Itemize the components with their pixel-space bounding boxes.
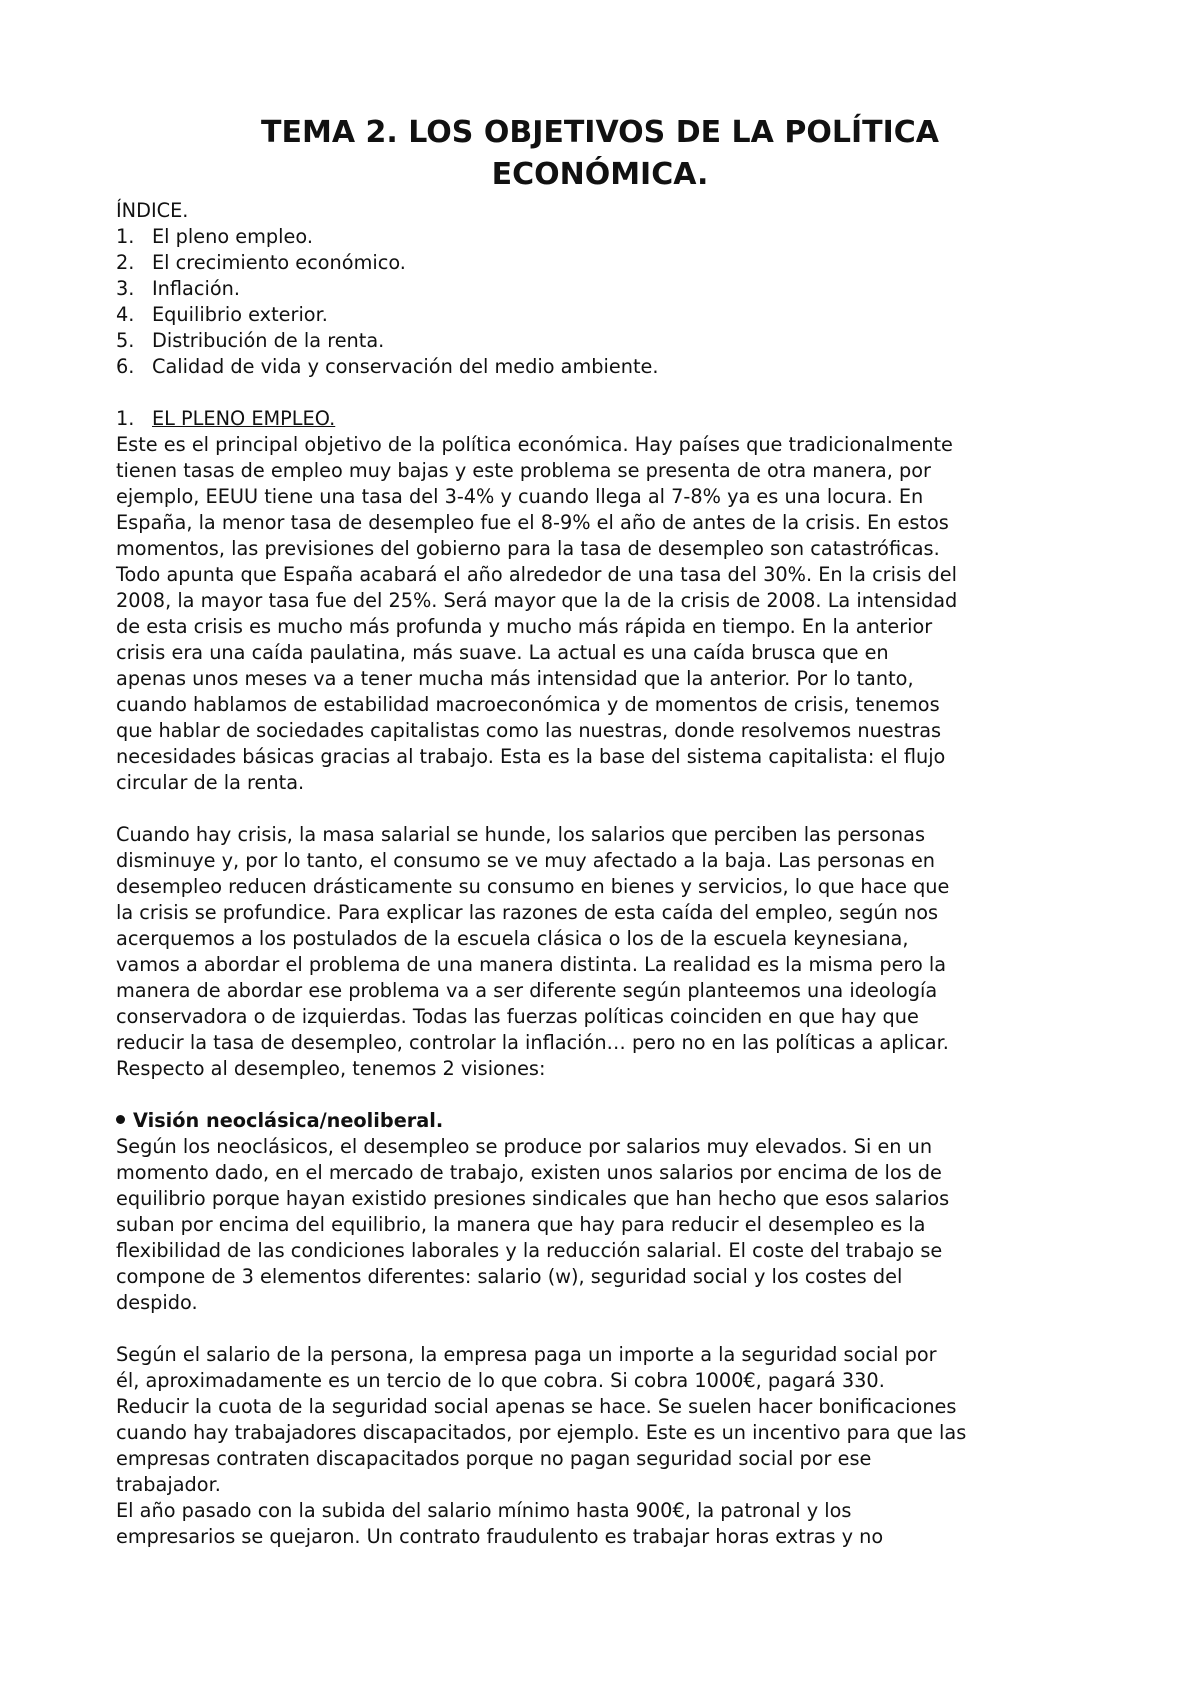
index-item xyxy=(116,276,1096,302)
paragraph-vision-2 xyxy=(116,1342,1096,1550)
index-item xyxy=(116,250,1096,276)
section-heading-pleno-empleo xyxy=(116,406,1096,432)
index-item-number: 2. xyxy=(116,251,135,274)
paragraph-pleno-empleo-1 xyxy=(116,432,1096,796)
paragraph-line: que hablar de sociedades capitalistas como las nuestras, donde resolvemos nuestras xyxy=(116,719,942,742)
paragraph-line: trabajador. xyxy=(116,1473,221,1496)
paragraph-line: circular de la renta. xyxy=(116,771,305,794)
document-title xyxy=(150,112,1050,196)
paragraph-line: ejemplo, EEUU tiene una tasa del 3-4% y cuando llega al 7-8% ya es una locura. En xyxy=(116,485,924,508)
paragraph-line: Todo apunta que España acabará el año alrededor de una tasa del 30%. En la crisis del xyxy=(116,563,957,586)
vision-heading-label: Visión neoclásica/neoliberal. xyxy=(133,1109,444,1132)
index-item-text: Calidad de vida y conservación del medio ambiente. xyxy=(152,355,659,378)
paragraph-line: empresas contraten discapacitados porque no pagan seguridad social por ese xyxy=(116,1447,872,1470)
paragraph-vision-1 xyxy=(116,1134,1096,1316)
paragraph-pleno-empleo-2 xyxy=(116,822,1096,1082)
index-item-text: El pleno empleo. xyxy=(152,225,313,248)
paragraph-line: El año pasado con la subida del salario mínimo hasta 900€, la patronal y los xyxy=(116,1499,852,1522)
paragraph-line: momentos, las previsiones del gobierno para la tasa de desempleo son catastróficas. xyxy=(116,537,940,560)
paragraph-line: flexibilidad de las condiciones laborales y la reducción salarial. El coste del trabajo se xyxy=(116,1239,943,1262)
index-item xyxy=(116,302,1096,328)
paragraph-line: Según el salario de la persona, la empresa paga un importe a la seguridad social por xyxy=(116,1343,937,1366)
paragraph-line: necesidades básicas gracias al trabajo. Esta es la base del sistema capitalista: el flujo xyxy=(116,745,946,768)
vision-neoclasica-heading xyxy=(116,1108,1096,1134)
section-heading-label: EL PLENO EMPLEO. xyxy=(152,407,336,430)
index-item-number: 3. xyxy=(116,277,135,300)
index-item-text: Equilibrio exterior. xyxy=(152,303,328,326)
paragraph-line: la crisis se profundice. Para explicar las razones de esta caída del empleo, según nos xyxy=(116,901,939,924)
index-item xyxy=(116,224,1096,250)
paragraph-line: disminuye y, por lo tanto, el consumo se ve muy afectado a la baja. Las personas en xyxy=(116,849,936,872)
blank-line xyxy=(116,796,1096,822)
paragraph-line: Respecto al desempleo, tenemos 2 visiones: xyxy=(116,1057,546,1080)
paragraph-line: reducir la tasa de desempleo, controlar la inflación… pero no en las políticas a aplicar. xyxy=(116,1031,949,1054)
index-heading: ÍNDICE. xyxy=(116,199,189,222)
paragraph-line: Reducir la cuota de la seguridad social apenas se hace. Se suelen hacer bonificaciones xyxy=(116,1395,957,1418)
paragraph-line: crisis era una caída paulatina, más suave. La actual es una caída brusca que en xyxy=(116,641,889,664)
index-item xyxy=(116,328,1096,354)
paragraph-line: despido. xyxy=(116,1291,198,1314)
index-item-number: 4. xyxy=(116,303,135,326)
document-title-line-2: ECONÓMICA. xyxy=(491,157,709,192)
blank-line xyxy=(116,1316,1096,1342)
index-item-text: El crecimiento económico. xyxy=(152,251,406,274)
paragraph-line: España, la menor tasa de desempleo fue el 8-9% el año de antes de la crisis. En estos xyxy=(116,511,949,534)
paragraph-line: Según los neoclásicos, el desempleo se produce por salarios muy elevados. Si en un xyxy=(116,1135,933,1158)
blank-line xyxy=(116,1082,1096,1108)
paragraph-line: Este es el principal objetivo de la política económica. Hay países que tradicionalmente xyxy=(116,433,953,456)
paragraph-line: empresarios se quejaron. Un contrato fraudulento es trabajar horas extras y no xyxy=(116,1525,884,1548)
paragraph-line: apenas unos meses va a tener mucha más intensidad que la anterior. Por lo tanto, xyxy=(116,667,914,690)
paragraph-line: equilibrio porque hayan existido presiones sindicales que han hecho que esos salarios xyxy=(116,1187,950,1210)
paragraph-line: él, aproximadamente es un tercio de lo que cobra. Si cobra 1000€, pagará 330. xyxy=(116,1369,885,1392)
paragraph-line: cuando hay trabajadores discapacitados, por ejemplo. Este es un incentivo para que las xyxy=(116,1421,967,1444)
index-list xyxy=(116,224,1096,380)
paragraph-line: acerquemos a los postulados de la escuela clásica o los de la escuela keynesiana, xyxy=(116,927,909,950)
paragraph-line: tienen tasas de empleo muy bajas y este problema se presenta de otra manera, por xyxy=(116,459,931,482)
paragraph-line: compone de 3 elementos diferentes: salario (w), seguridad social y los costes del xyxy=(116,1265,903,1288)
index-item-text: Inflación. xyxy=(152,277,240,300)
paragraph-line: de esta crisis es mucho más profunda y mucho más rápida en tiempo. En la anterior xyxy=(116,615,933,638)
document-title-line-1: TEMA 2. LOS OBJETIVOS DE LA POLÍTICA xyxy=(261,115,939,150)
paragraph-line: momento dado, en el mercado de trabajo, existen unos salarios por encima de los de xyxy=(116,1161,942,1184)
paragraph-line: conservadora o de izquierdas. Todas las fuerzas políticas coinciden en que hay que xyxy=(116,1005,919,1028)
index-item-number: 5. xyxy=(116,329,135,352)
index-item-text: Distribución de la renta. xyxy=(152,329,385,352)
paragraph-line: 2008, la mayor tasa fue del 25%. Será mayor que la de la crisis de 2008. La intensidad xyxy=(116,589,958,612)
blank-line xyxy=(116,380,1096,406)
bullet-icon xyxy=(116,1115,125,1124)
paragraph-line: vamos a abordar el problema de una manera distinta. La realidad es la misma pero la xyxy=(116,953,947,976)
paragraph-line: suban por encima del equilibrio, la manera que hay para reducir el desempleo es la xyxy=(116,1213,926,1236)
document-body xyxy=(116,198,1096,1550)
index-item-number: 1. xyxy=(116,225,135,248)
paragraph-line: desempleo reducen drásticamente su consumo en bienes y servicios, lo que hace que xyxy=(116,875,950,898)
paragraph-line: cuando hablamos de estabilidad macroeconómica y de momentos de crisis, tenemos xyxy=(116,693,940,716)
paragraph-line: Cuando hay crisis, la masa salarial se hunde, los salarios que perciben las personas xyxy=(116,823,925,846)
paragraph-line: manera de abordar ese problema va a ser diferente según planteemos una ideología xyxy=(116,979,938,1002)
index-item-number: 6. xyxy=(116,355,135,378)
index-item xyxy=(116,354,1096,380)
section-number: 1. xyxy=(116,407,135,430)
